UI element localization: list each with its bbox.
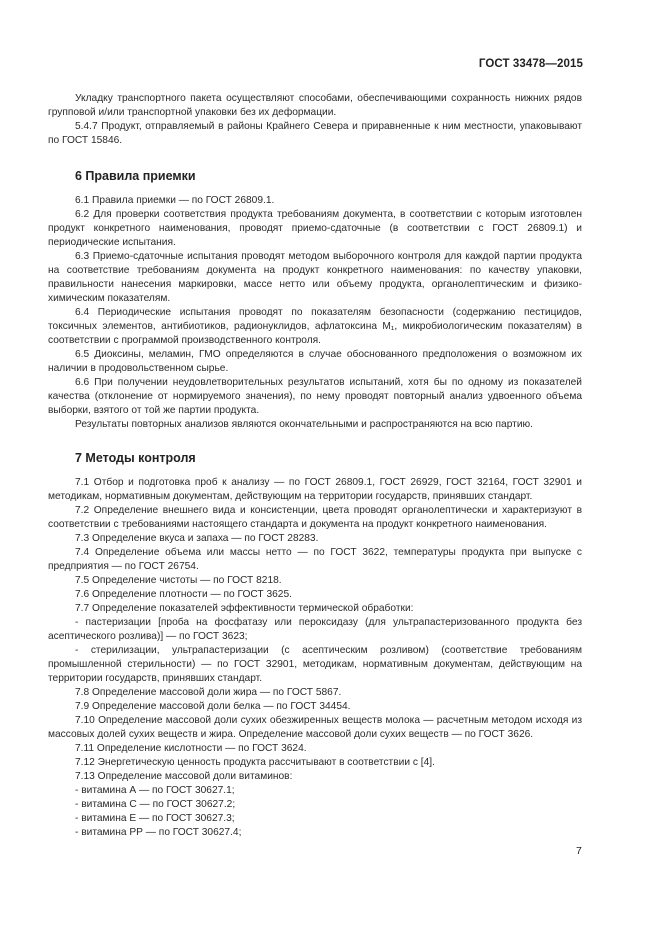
paragraph: 7.11 Определение кислотности — по ГОСТ 3624. <box>75 743 307 754</box>
list-item: - стерилизации, ультрапастеризации (с асептическим розливом) (соответствие требованиям промышленной стерильности) — по ГОСТ 32901, методикам, нормативным документам, действующим на территории государств, принявших стандарт. <box>48 645 582 684</box>
document-body <box>48 92 582 840</box>
paragraph: 7.3 Определение вкуса и запаха — по ГОСТ 28283. <box>75 533 319 544</box>
paragraph: 7.5 Определение чистоты — по ГОСТ 8218. <box>75 575 282 586</box>
paragraph: 7.8 Определение массовой доли жира — по ГОСТ 5867. <box>75 687 342 698</box>
list-item: - витамина С — по ГОСТ 30627.2; <box>75 799 236 810</box>
paragraph: 6.1 Правила приемки — по ГОСТ 26809.1. <box>75 195 275 206</box>
paragraph: 7.12 Энергетическую ценность продукта рассчитывают в соответствии с [4]. <box>75 757 435 768</box>
paragraph: 7.13 Определение массовой доли витаминов: <box>75 771 293 782</box>
paragraph: 6.2 Для проверки соответствия продукта требованиям документа, в соответствии с которым изготовлен продукт конкретного наименования, проводят приемо-сдаточные (в соответствии с ГОСТ 26809.1) и периодические испытания. <box>48 209 582 248</box>
paragraph: 7.4 Определение объема или массы нетто — по ГОСТ 3622, температуры продукта при выпуске с предприятия — по ГОСТ 26754. <box>48 547 582 572</box>
section-7-heading: 7 Методы контроля <box>75 451 196 465</box>
document-header-standard-id: ГОСТ 33478—2015 <box>478 58 583 70</box>
list-item: - пастеризации [проба на фосфатазу или пероксидазу (для ультрапастеризованного продукта без асептического розлива)] — по ГОСТ 3623; <box>48 617 582 642</box>
list-item: - витамина РР — по ГОСТ 30627.4; <box>75 827 242 838</box>
paragraph: 6.4 Периодические испытания проводят по показателям безопасности (содержанию пестицидов, токсичных элементов, антибиотиков, радионуклидов, афлатоксина M₁, микробиологическим показателям) в соответствии с программой производственного контроля. <box>48 307 582 346</box>
paragraph: 7.2 Определение внешнего вида и консистенции, цвета проводят органолептически и характеризуют в соответствии с требованиями настоящего стандарта и документа на продукт конкретного наименования. <box>48 505 582 530</box>
paragraph: 7.1 Отбор и подготовка проб к анализу — по ГОСТ 26809.1, ГОСТ 26929, ГОСТ 32164, ГОСТ 32901 и методикам, нормативным документам, действующим на территории государств, принявших стандарт. <box>48 477 582 502</box>
paragraph: 7.9 Определение массовой доли белка — по ГОСТ 34454. <box>75 701 351 712</box>
paragraph: 7.10 Определение массовой доли сухих обезжиренных веществ молока — расчетным методом исходя из массовых долей сухих веществ и жира. Определение массовой доли сухих веществ — по ГОСТ 3626. <box>48 715 582 740</box>
page-number: 7 <box>576 845 582 857</box>
paragraph: 6.5 Диоксины, меламин, ГМО определяются в случае обоснованного предположения о возможном их наличии в продовольственном сырье. <box>48 349 582 374</box>
paragraph: 6.3 Приемо-сдаточные испытания проводят методом выборочного контроля для каждой партии продукта на соответствие требованиям документа на продукт конкретного наименования: по качеству упаковки, правильности нанесения маркировки, массе нетто или объему продукта, органолептическим и физико-химическим показателям. <box>48 251 582 304</box>
paragraph: 6.6 При получении неудовлетворительных результатов испытаний, хотя бы по одному из показателей качества (отклонение от нормируемого значения), по нему проводят повторный анализ удвоенного объема выборки, взятого от той же партии продукта. <box>48 377 582 416</box>
paragraph: Укладку транспортного пакета осуществляют способами, обеспечивающими сохранность нижних рядов групповой и/или транспортной упаковки без их деформации. <box>48 93 582 118</box>
paragraph: 7.6 Определение плотности — по ГОСТ 3625. <box>75 589 292 600</box>
paragraph: Результаты повторных анализов являются окончательными и распространяются на всю партию. <box>75 419 533 430</box>
list-item: - витамина Е — по ГОСТ 30627.3; <box>75 813 235 824</box>
section-6-heading: 6 Правила приемки <box>75 169 196 183</box>
list-item: - витамина А — по ГОСТ 30627.1; <box>75 785 235 796</box>
paragraph: 5.4.7 Продукт, отправляемый в районы Крайнего Севера и приравненные к ним местности, упаковывают по ГОСТ 15846. <box>48 121 582 146</box>
paragraph: 7.7 Определение показателей эффективности термической обработки: <box>75 603 414 614</box>
